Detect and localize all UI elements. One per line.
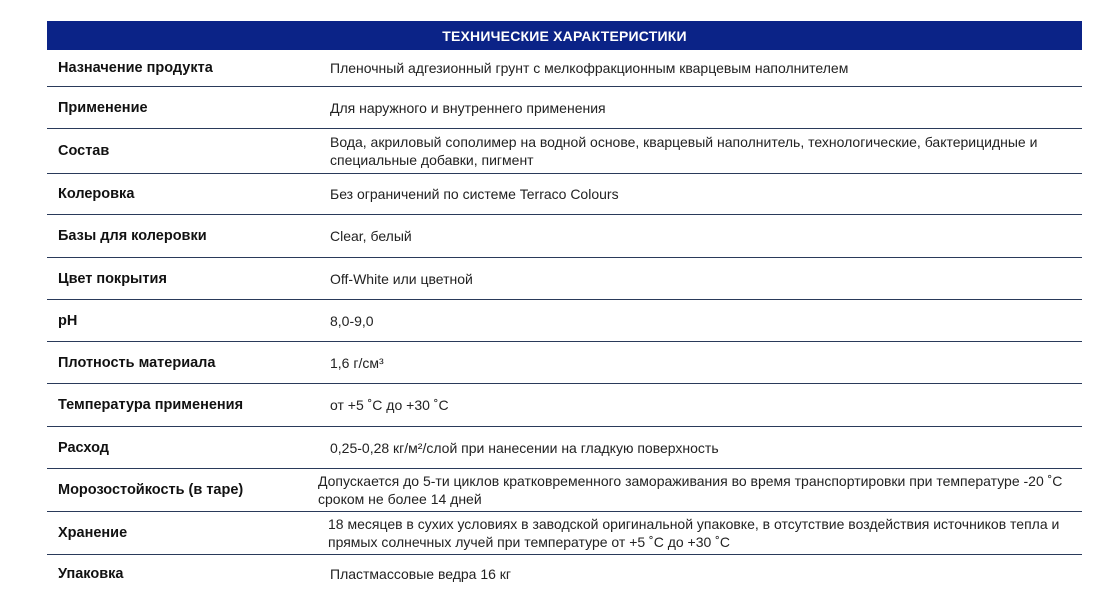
table-row-ph — [47, 300, 1082, 342]
row-label: Базы для колеровки — [58, 228, 207, 244]
table-row-coating-color — [47, 258, 1082, 300]
table-row-storage — [47, 512, 1082, 555]
row-label: Упаковка — [58, 566, 124, 582]
row-label: Назначение продукта — [58, 60, 213, 76]
row-value: 8,0-9,0 — [330, 312, 374, 329]
row-value: Для наружного и внутреннего применения — [330, 99, 606, 116]
row-value: Допускается до 5-ти циклов кратковременного замораживания во время транспортировки при температуре -20 ˚С сроком не более 14 дней — [318, 473, 1063, 507]
row-value: Off-White или цветной — [330, 270, 473, 287]
row-label: Расход — [58, 439, 109, 456]
table-row-application-temperature — [47, 384, 1082, 427]
row-label: Температура применения — [58, 397, 244, 413]
table-row-application — [47, 87, 1082, 129]
row-value: Вода, акриловый сополимер на водной основе, кварцевый наполнитель, технологические, бактерицидные и специальные добавки, пигмент — [330, 134, 1038, 168]
row-value: от +5 ˚С до +30 ˚С — [330, 397, 449, 413]
table-row-tinting-bases — [47, 215, 1082, 258]
row-label: Колеровка — [58, 186, 135, 202]
row-label: Хранение — [58, 525, 128, 541]
table-row-consumption — [47, 427, 1082, 469]
row-label: Состав — [58, 143, 110, 159]
row-value: Без ограничений по системе Terraco Colours — [330, 186, 619, 202]
row-value: 18 месяцев в сухих условиях в заводской оригинальной упаковке, в отсутствие воздействия источников тепла и прямых солнечных лучей при температуре от +5 ˚С до +30 ˚С — [328, 516, 1060, 550]
table-row-frost-resistance — [47, 469, 1082, 512]
row-label: Морозостойкость (в таре) — [58, 482, 244, 498]
row-label: Применение — [58, 99, 148, 116]
technical-specifications-table — [47, 21, 1082, 593]
row-label: pH — [58, 312, 78, 329]
row-label: Цвет покрытия — [58, 270, 167, 287]
table-title: ТЕХНИЧЕСКИЕ ХАРАКТЕРИСТИКИ — [47, 21, 1082, 50]
table-row-packaging — [47, 555, 1082, 593]
table-row-tinting — [47, 174, 1082, 215]
row-value: 0,25-0,28 кг/м²/слой при нанесении на гладкую поверхность — [330, 439, 719, 456]
row-value: Пленочный адгезионный грунт с мелкофракционным кварцевым наполнителем — [330, 60, 849, 76]
table-row-density — [47, 342, 1082, 384]
table-row-composition — [47, 129, 1082, 174]
row-value: 1,6 г/см³ — [330, 354, 384, 371]
row-value: Пластмассовые ведра 16 кг — [330, 566, 512, 582]
row-value: Clear, белый — [330, 228, 412, 244]
table-row-purpose — [47, 50, 1082, 87]
row-label: Плотность материала — [58, 354, 216, 371]
